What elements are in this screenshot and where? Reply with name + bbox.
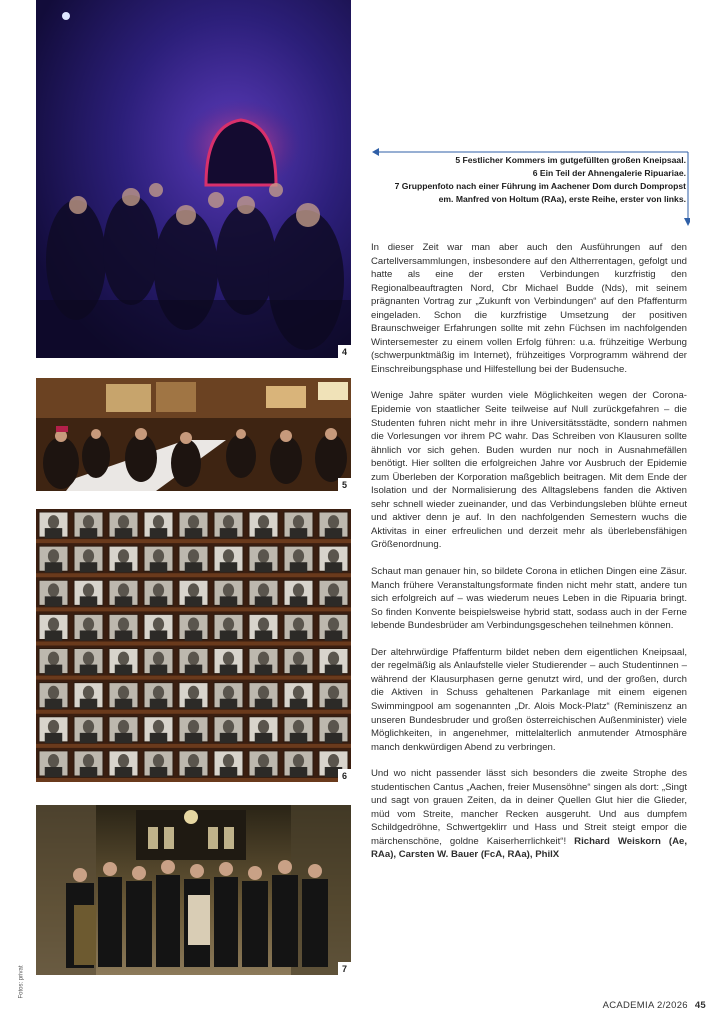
photo-cathedral-group-image <box>36 805 351 975</box>
page-footer <box>603 1000 706 1011</box>
photo-credit-text: Fotos: privat <box>18 965 25 999</box>
photo-cathedral-group <box>36 805 351 975</box>
caption-arrow-down-icon <box>684 218 690 226</box>
photo-number: 6 <box>338 769 351 782</box>
photo-number: 5 <box>338 478 351 491</box>
photo-cellar-kommers-image <box>36 0 351 358</box>
paragraph: In dieser Zeit war man aber auch den Ausführungen auf den Cartellversammlungen, insbesondere auf den Altherrentagen, gefolgt und hatte als eine der ersten Verbindungen kurzfristig den Regionalbeauftragten Nord, Cbr Michael Budde (Nds), mit seinem prägnanten Vortrag zur „Zukunft von Verbindungen“ auf den Pfaffenturm eingeladen. Schon die kurzfristige Umsetzung der positiven Braunschweiger Erfahrungen sollte mit zehn Füchsen im nachfolgenden Wintersemester zu einem vollen Erfolg führen: u.a. frühzeitige Werbung (schwerpunktmäßig im Internet), frühzeitiges Vorprogramm während der Einschreibungsphase und Hilfestellung bei der Budensuche. <box>371 242 687 375</box>
caption-line: em. Manfred von Holtum (RAa), erste Reihe, erster von links. <box>438 194 686 204</box>
page-number: 45 <box>694 1000 706 1011</box>
caption-line: 7 Gruppenfoto nach einer Führung im Aachener Dom durch Dompropst <box>394 181 686 191</box>
photo-ancestral-gallery-image <box>36 509 351 782</box>
article-body <box>371 241 687 875</box>
paragraph: Der altehrwürdige Pfaffenturm bildet neben dem eigentlichen Kneipsaal, der regelmäßig als Anlaufstelle vieler Studierender – auch Studentinnen – während der Klausurphasen gerne genutzt wird, und der großen, durch die Aktiven in Schuss gehaltenen Parkanlage mit einem eigenen Swimmingpool am sogenannten „Dr. Alois Mock-Platz“ (Reminiszenz an unseren Bundesbruder und großen österreichischen Außenminister) viele Möglichkeiten, in angenehmer, mittelalterlich anmutender Atmosphäre manch denkwürdigen Abend zu verbringen. <box>371 646 687 753</box>
photo-festive-kommers-image <box>36 378 351 491</box>
paragraph: Und wo nicht passender lässt sich besonders die zweite Strophe des studentischen Cantus „Aachen, freier Musensöhne“ singen als dort: „Singt und sagt von grauen Zeiten, da in deiner Quellen Glut hier die Glieder, müd vom Streite, mancher Recken ausgeruht. Und aus dumpfem Schildgedröhne, Schwertgeklirr und Hass und Streit steigt empor die märchenschöne, goldne Kaiserherrlichkeit“! <box>371 768 687 847</box>
photo-captions <box>372 154 686 206</box>
photo-festive-kommers <box>36 378 351 491</box>
magazine-name: ACADEMIA <box>602 1000 655 1011</box>
photo-cellar-kommers <box>36 0 351 358</box>
photo-ancestral-gallery <box>36 509 351 782</box>
paragraph: Wenige Jahre später wurden viele Möglichkeiten wegen der Corona-Epidemie von staatlicher Seite teilweise auf Null zurückgefahren – die Studenten fuhren nicht mehr in ihre Universitätsstädte, sondern nahmen die Vorlesungen vor ihrem PC wahr. Das Schreiben von Klausuren sollte ähnlich vor sich gehen. Buden wurden nur noch in Ausnahmefällen benötigt. Hier sollten die erfolgreichen Jahre vor Ausbruch der Epidemie zum Überleben der Korporation maßgeblich beitragen. Mit dem Ende der Isolation und der Normalisierung des Alltagslebens fanden die Aktiven sehr schnell wieder zueinander, und das Verbindungsleben blühte erneut und aktiver denn je auf. In den nachfolgenden Semestern wuchs die Aktivitas in einer erfreulichen und derzeit mehr als überlebensfähigen Größenordnung. <box>371 390 687 551</box>
caption-line: 5 Festlicher Kommers im gutgefüllten großen Kneipsaal. <box>455 155 686 165</box>
caption-line: 6 Ein Teil der Ahnengalerie Ripuariae. <box>532 168 686 178</box>
paragraph-final <box>371 767 687 862</box>
paragraph: Schaut man genauer hin, so bildete Corona in etlichen Dingen eine Zäsur. Manch frühere Veranstaltungsformate finden nicht mehr statt, andere tun sich erfolgreich auf – was wiederum neues Leben in die Ripuaria bringt. So finden Konvente beispielsweise hybrid statt, sodass auch in der Ferne lebende Bundesbrüder am Verbindungsgeschehen teilnehmen können. <box>371 566 687 632</box>
photo-credit <box>18 965 29 999</box>
photo-number: 4 <box>338 345 351 358</box>
photo-number: 7 <box>338 962 351 975</box>
issue-number: 2/2026 <box>657 1000 688 1011</box>
author-signature: Richard Weiskorn (Ae, RAa), Carsten W. Bauer (FcA, RAa), PhilX <box>371 835 688 861</box>
